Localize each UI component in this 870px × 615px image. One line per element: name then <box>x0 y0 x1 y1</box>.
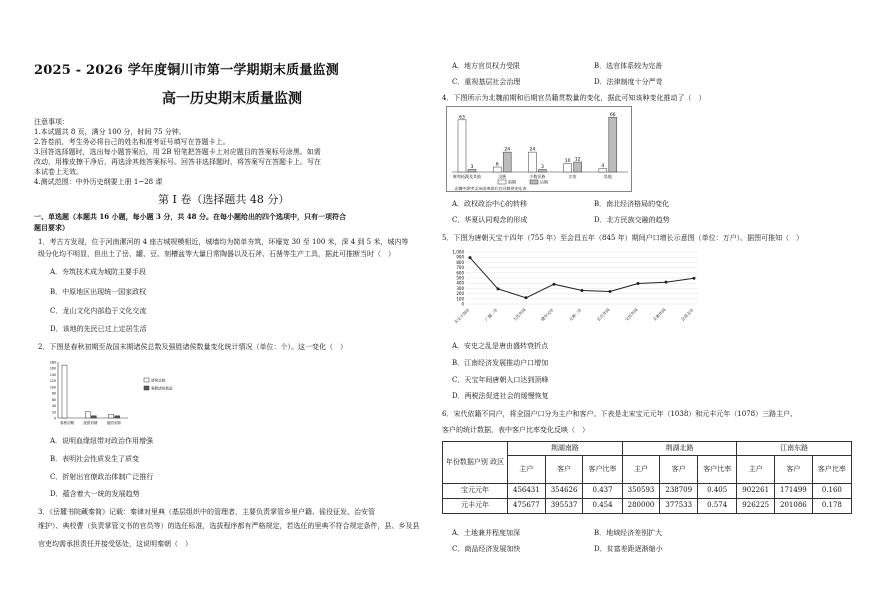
q6-option-d[interactable]: D．贫富差距逐渐缩小 <box>594 545 663 553</box>
q4-stem: 4．下图所示为北魏前期和后期官员籍贯数量的变化，据此可知该种变化推动了（ ） <box>442 94 706 102</box>
q6-option-a[interactable]: A．土地兼并程度加深 <box>452 529 521 537</box>
x-tick-label: 广德二年 <box>483 307 499 323</box>
column-header: 主户 <box>622 456 660 484</box>
x-tick-label: 会昌五年 <box>679 307 695 323</box>
bar <box>609 117 617 172</box>
table-cell: 0.454 <box>583 499 622 514</box>
q1-stem-2: 级分化均不明显，但出土了岳、罐、豆、刻槽盆等大量日常陶器以及石斧、石凿等生产工具，据此可推断当时（ ） <box>38 250 395 258</box>
y-tick-label: 400 <box>456 280 464 286</box>
column-header: 主户 <box>508 456 546 484</box>
q4-option-d[interactable]: D．北方民族交融的趋势 <box>594 216 670 224</box>
q5-option-c[interactable]: C．天宝年间唐朝人口达到顶峰 <box>452 376 549 384</box>
legend-label: 诸侯总数 <box>151 378 166 383</box>
q4-option-c[interactable]: C．华夏认同观念的形成 <box>452 216 528 224</box>
table-cell: 456431 <box>508 484 546 499</box>
data-label: 63 <box>459 115 465 121</box>
q5-option-b[interactable]: B．江南经济发展推动户口增加 <box>452 359 549 367</box>
instruction-line-1: 一、单选题（本题共 16 小题，每小题 3 分，共 48 分。在每小题给出的四个选项中，只有一项符合 <box>34 212 346 221</box>
q4-option-b[interactable]: B．南北经济格局的变化 <box>594 200 670 208</box>
legend-swatch <box>144 386 149 390</box>
q1-stem-1: 1．考古方发现，位于河南漯河的 4 座古城规模相近，城墙均为简单夯筑，环壕宽 30 至 100 米，深 4 到 5 米，城内等 <box>38 238 409 246</box>
y-tick-label: 40 <box>51 404 56 409</box>
q2-option-b[interactable]: B．表明社会性质发生了质变 <box>50 455 140 463</box>
row-year: 宝元元年 <box>443 484 508 499</box>
bar <box>85 412 90 418</box>
q5-line-chart <box>442 246 712 338</box>
q3-option-b[interactable]: B．选官体系较为完善 <box>594 62 663 70</box>
q3-option-c[interactable]: C．重视基层社会治理 <box>452 78 521 86</box>
y-tick-label: 140 <box>49 372 56 377</box>
data-label: 4 <box>601 164 605 170</box>
table-row <box>443 499 852 514</box>
q1-option-a[interactable]: A．夯筑技术成为城防主要手段 <box>50 268 147 276</box>
x-tick-label: 其他 <box>603 174 612 179</box>
data-label: 12 <box>574 157 581 163</box>
table-cell: 350593 <box>622 484 660 499</box>
y-tick-label: 120 <box>49 379 56 384</box>
x-tick-label: 汉族 <box>498 174 507 179</box>
data-point <box>553 283 556 286</box>
data-point <box>665 281 668 284</box>
data-point <box>469 256 472 259</box>
data-label: 24 <box>504 147 511 153</box>
q3-option-d[interactable]: D．法律制度十分严苛 <box>594 78 663 86</box>
legend-label: 后期 <box>540 179 548 185</box>
x-tick-label: 大历年间 <box>511 307 527 323</box>
y-tick-label: 0 <box>461 301 464 307</box>
q3-stem-3: 官吏均需承担责任并接受惩处，这说明秦朝（ ） <box>38 540 192 548</box>
y-tick-label: 200 <box>456 291 464 297</box>
bar <box>115 416 120 418</box>
q6-data-table <box>442 441 852 514</box>
legend-label: 强胜诸侯数量 <box>151 386 173 391</box>
y-tick-label: 0 <box>53 416 56 421</box>
q6-stem-2: 客户的统计数据，表中客户比率变化反映（ ） <box>442 426 589 434</box>
q3-stem-1: 3．《岳麓书院藏秦简》记载：秦律对里典（基层组织中的管理者，主要负责掌管乡里户籍、徭役征发、治安管 <box>38 508 375 516</box>
y-tick-label: 500 <box>456 275 464 281</box>
table-cell: 377533 <box>660 499 698 514</box>
q2-bar-chart <box>40 356 210 430</box>
table-cell: 280000 <box>622 499 660 514</box>
q1-option-d[interactable]: D．该地的先民已过上定居生活 <box>50 325 147 333</box>
bar <box>503 152 511 172</box>
x-tick-label: 宗室 <box>568 174 577 179</box>
region-header: 江南东路 <box>737 442 852 456</box>
x-tick-label: 建中元年 <box>539 307 555 323</box>
data-point <box>693 277 696 280</box>
data-point <box>609 290 612 293</box>
x-tick-label: 少数民族 <box>529 174 546 179</box>
y-tick-label: 600 <box>456 270 464 276</box>
notice-2: 2.答卷前，考生务必将自己的姓名和准考证号填写在答题卡上。 <box>34 138 230 146</box>
y-tick-label: 80 <box>51 391 56 396</box>
legend-swatch <box>144 378 149 382</box>
notice-3: 3.回答选择题时，选出每小题答案后，用 2B 铅笔把答题卡上对应题目的答案标号涂黑。如需 <box>34 148 321 156</box>
data-point <box>497 287 500 290</box>
legend-label: 前期 <box>508 179 516 185</box>
table-cell: 171499 <box>775 484 813 499</box>
x-tick-label: 长庆年间 <box>595 307 611 323</box>
y-tick-label: 180 <box>49 360 56 365</box>
y-tick-label: 160 <box>49 366 56 371</box>
q1-option-b[interactable]: B．中原地区出现统一国家政权 <box>50 288 147 296</box>
column-header: 客户比率 <box>583 456 622 484</box>
column-header: 客户 <box>660 456 698 484</box>
table-cell: 0.178 <box>812 499 851 514</box>
column-header: 客户比率 <box>812 456 851 484</box>
y-tick-label: 100 <box>49 385 56 390</box>
y-tick-label: 60 <box>51 397 56 402</box>
data-label: 3 <box>470 165 474 171</box>
y-tick-label: 100 <box>456 296 464 302</box>
notice-head: 注意事项： <box>34 118 69 126</box>
region-header: 荆湖北路 <box>622 442 737 456</box>
q3-stem-2: 维护）、典校曹（负责掌管文书的官员等）的选任标准，选拔程序都有严格规定，若选任的里典不符合规定条件，县、乡及县 <box>38 522 420 530</box>
x-tick-label: 天宝十四年 <box>453 307 471 325</box>
notice-1: 1.本试题共 8 页，满分 100 分，时间 75 分钟。 <box>34 128 186 136</box>
chart-caption: 北魏中期孝文帝改革前后官员籍贯变化表 <box>454 186 526 191</box>
bar <box>91 416 96 418</box>
instruction-line-2: 题目要求） <box>34 223 69 232</box>
table-corner-header: 年份数据户别 政区 <box>443 442 508 484</box>
q1-option-c[interactable]: C．龙山文化内部趋于文化交流 <box>50 307 147 315</box>
legend-swatch <box>530 180 538 184</box>
q2-option-d[interactable]: D．蕴含着大一统的发展趋势 <box>50 490 140 498</box>
data-label: 3 <box>540 165 544 171</box>
q4-bar-chart <box>446 106 632 192</box>
table-cell: 902261 <box>737 484 775 499</box>
table-cell: 0.437 <box>583 484 622 499</box>
notice-5: 本试卷上无效。 <box>34 168 83 176</box>
table-cell: 395537 <box>545 499 583 514</box>
bar <box>564 164 572 172</box>
q6-option-b[interactable]: B．地域经济差别扩大 <box>594 529 663 537</box>
y-tick-label: 700 <box>456 265 464 271</box>
notice-4: 改动，用橡皮擦干净后，再选涂其他答案标号。回答非选择题时，将答案写在答题卡上。写在 <box>34 158 321 166</box>
column-header: 主户 <box>737 456 775 484</box>
data-label: 6 <box>495 162 499 168</box>
bar <box>528 152 536 172</box>
q5-option-d[interactable]: D．两税法促进社会的缓慢恢复 <box>452 392 549 400</box>
table-cell: 238709 <box>660 484 698 499</box>
data-label: 66 <box>609 112 616 118</box>
data-label: 24 <box>529 147 536 153</box>
exam-title: 2025 - 2026 学年度铜川市第一学期期末质量监测 <box>34 63 339 78</box>
bar <box>62 365 67 418</box>
table-cell: 0.574 <box>698 499 737 514</box>
data-point <box>637 282 640 285</box>
q2-option-a[interactable]: A．说明血缘纽带对政治作用增强 <box>50 437 154 445</box>
notice-6: 4.测试范围：中外历史纲要上册 1~28 课 <box>34 178 163 186</box>
q2-stem: 2．下图是春秋初期至战国末期诸侯总数及强胜诸侯数量变化统计情况（单位：个）。这一变化（ ） <box>38 343 347 351</box>
q5-stem: 5．下图为唐朝天宝十四年（755 年）至会昌五年（845 年）期间户口增长示意图（单位：万户）。据图可推知（ ） <box>442 234 804 242</box>
column-header: 客户比率 <box>698 456 737 484</box>
exam-subtitle: 高一历史期末质量监测 <box>162 91 302 107</box>
y-tick-label: 900 <box>456 254 464 260</box>
x-tick-label: 宝历年间 <box>623 307 639 323</box>
bar <box>109 414 114 418</box>
section-title: 第 Ⅰ 卷（选择题共 48 分） <box>158 193 290 206</box>
table-cell: 354626 <box>545 484 583 499</box>
row-year: 元丰元年 <box>443 499 508 514</box>
y-tick-label: 800 <box>456 259 464 265</box>
q4-option-a[interactable]: A．政权政治中心的转移 <box>452 200 528 208</box>
q3-option-a[interactable]: A．地方官员权力受限 <box>452 62 521 70</box>
data-point <box>581 289 584 292</box>
q2-option-c[interactable]: C．折射出官僚政治体制广泛推行 <box>50 473 154 481</box>
q6-option-c[interactable]: C．商品经济发展加快 <box>452 545 521 553</box>
bar <box>574 162 582 172</box>
x-tick-label: 鲜卑拓跋及其他 <box>453 174 481 179</box>
table-cell: 475677 <box>508 499 546 514</box>
table-cell: 926225 <box>737 499 775 514</box>
q5-option-a[interactable]: A．安史之乱是唐由盛转衰折点 <box>452 342 549 350</box>
legend-swatch <box>498 180 506 184</box>
table-cell: 0.405 <box>698 484 737 499</box>
table-row <box>443 484 852 499</box>
data-label: 10 <box>564 159 571 165</box>
region-header: 荆湖南路 <box>508 442 623 456</box>
x-tick-label: 春秋初期 <box>60 421 74 425</box>
y-tick-label: 1,000 <box>452 249 464 255</box>
table-cell: 0.160 <box>812 484 851 499</box>
column-header: 客户 <box>775 456 813 484</box>
q6-stem-1: 6．宋代依籍不同户，将全国户口分为主户和客户。下表是北宋宝元元年（1038）和元丰元年（1078）三路主户、 <box>442 410 798 418</box>
x-tick-label: 战国初期 <box>83 421 98 425</box>
y-tick-label: 20 <box>51 410 56 415</box>
bar <box>458 120 466 172</box>
x-tick-label: 战国末期 <box>106 421 121 425</box>
column-header: 客户 <box>545 456 583 484</box>
bar <box>493 167 501 172</box>
table-cell: 201086 <box>775 499 813 514</box>
x-tick-label: 太和年间 <box>651 307 667 323</box>
y-tick-label: 300 <box>456 285 464 291</box>
data-point <box>525 296 528 299</box>
x-tick-label: 元和二年 <box>567 307 583 323</box>
